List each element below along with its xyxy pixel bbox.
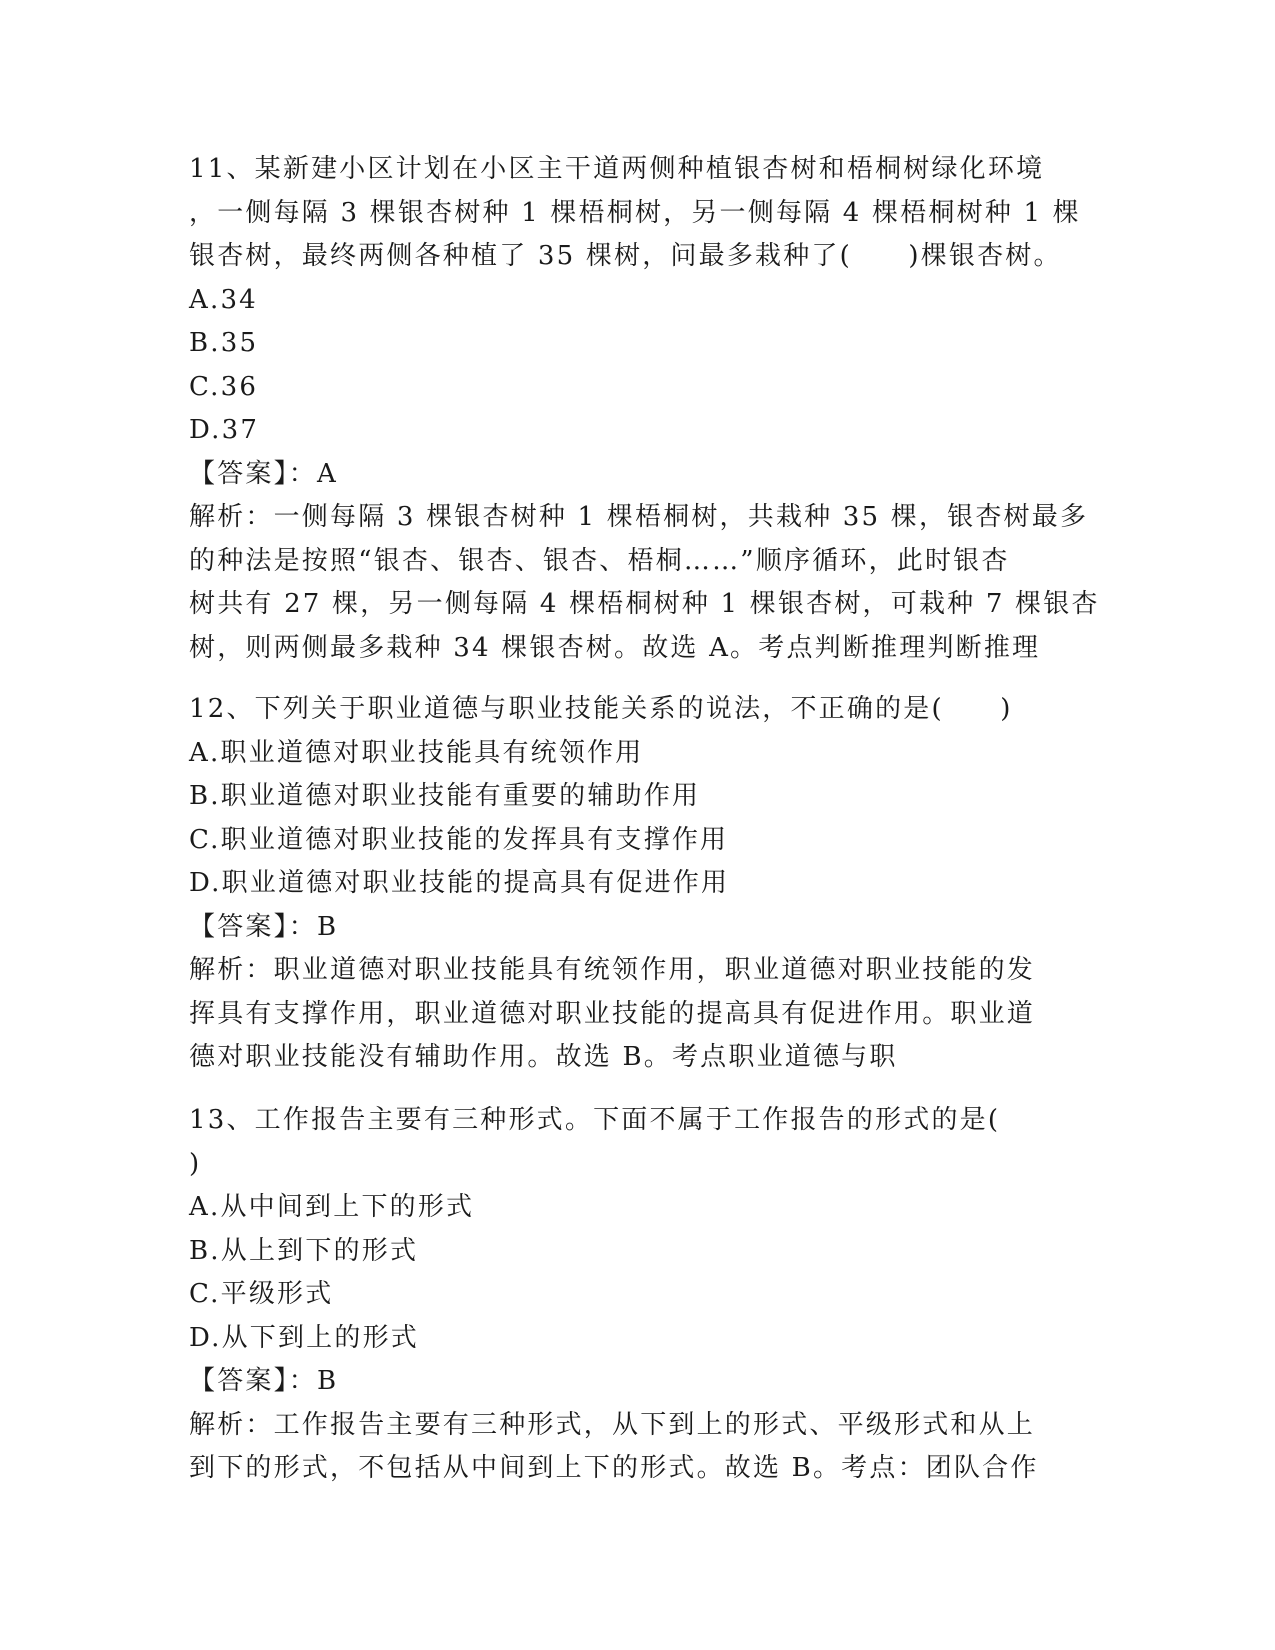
analysis-line: 挥具有支撑作用，职业道德对职业技能的提高具有促进作用。职业道: [189, 998, 1036, 1029]
option-c: C.36: [189, 371, 259, 402]
question-13: [189, 1099, 1089, 1491]
question-12: [189, 688, 1089, 1080]
question-stem-line: 11、某新建小区计划在小区主干道两侧种植银杏树和梧桐树绿化环境: [189, 154, 1045, 184]
analysis-line: 到下的形式，不包括从中间到上下的形式。故选 B。考点：团队合作: [189, 1453, 1039, 1483]
option-a: A.34: [189, 284, 258, 315]
option-c: C.平级形式: [189, 1279, 334, 1309]
analysis-line: 解析：一侧每隔 3 棵银杏树种 1 棵梧桐树，共栽种 35 棵，银杏树最多: [189, 502, 1089, 532]
analysis-line: 解析：工作报告主要有三种形式，从下到上的形式、平级形式和从上: [189, 1409, 1036, 1440]
answer: 【答案】：B: [189, 1366, 339, 1396]
question-stem-line: 12、下列关于职业道德与职业技能关系的说法，不正确的是( ): [189, 694, 1013, 724]
analysis-line: 树，则两侧最多栽种 34 棵银杏树。故选 A。考点判断推理判断推理: [189, 632, 1041, 663]
analysis-line: 德对职业技能没有辅助作用。故选 B。考点职业道德与职: [189, 1042, 898, 1072]
analysis-line: 的种法是按照“银杏、银杏、银杏、梧桐……”顺序循环，此时银杏: [189, 545, 1010, 576]
option-d: D.职业道德对职业技能的提高具有促进作用: [189, 868, 730, 898]
option-a: A.职业道德对职业技能具有统领作用: [189, 737, 644, 768]
option-a: A.从中间到上下的形式: [189, 1192, 475, 1222]
question-stem-line: ): [189, 1148, 202, 1179]
analysis-line: 解析：职业道德对职业技能具有统领作用，职业道德对职业技能的发: [189, 955, 1036, 985]
question-stem-line: ，一侧每隔 3 棵银杏树种 1 棵梧桐树，另一侧每隔 4 棵梧桐树种 1 棵: [189, 197, 1081, 228]
option-c: C.职业道德对职业技能的发挥具有支撑作用: [189, 824, 729, 855]
option-b: B.35: [189, 328, 259, 358]
option-b: B.职业道德对职业技能有重要的辅助作用: [189, 781, 701, 811]
answer: 【答案】：A: [189, 458, 338, 489]
question-stem-line: 银杏树，最终两侧各种植了 35 棵树，问最多栽种了( )棵银杏树。: [189, 241, 1062, 271]
question-stem-line: 13、工作报告主要有三种形式。下面不属于工作报告的形式的是(: [189, 1105, 1001, 1135]
option-d: D.从下到上的形式: [189, 1322, 419, 1353]
option-b: B.从上到下的形式: [189, 1235, 419, 1266]
question-11: [189, 148, 1100, 670]
answer: 【答案】：B: [189, 911, 339, 942]
analysis-line: 树共有 27 棵，另一侧每隔 4 棵梧桐树种 1 棵银杏树，可栽种 7 棵银杏: [189, 589, 1100, 619]
option-d: D.37: [189, 415, 260, 445]
